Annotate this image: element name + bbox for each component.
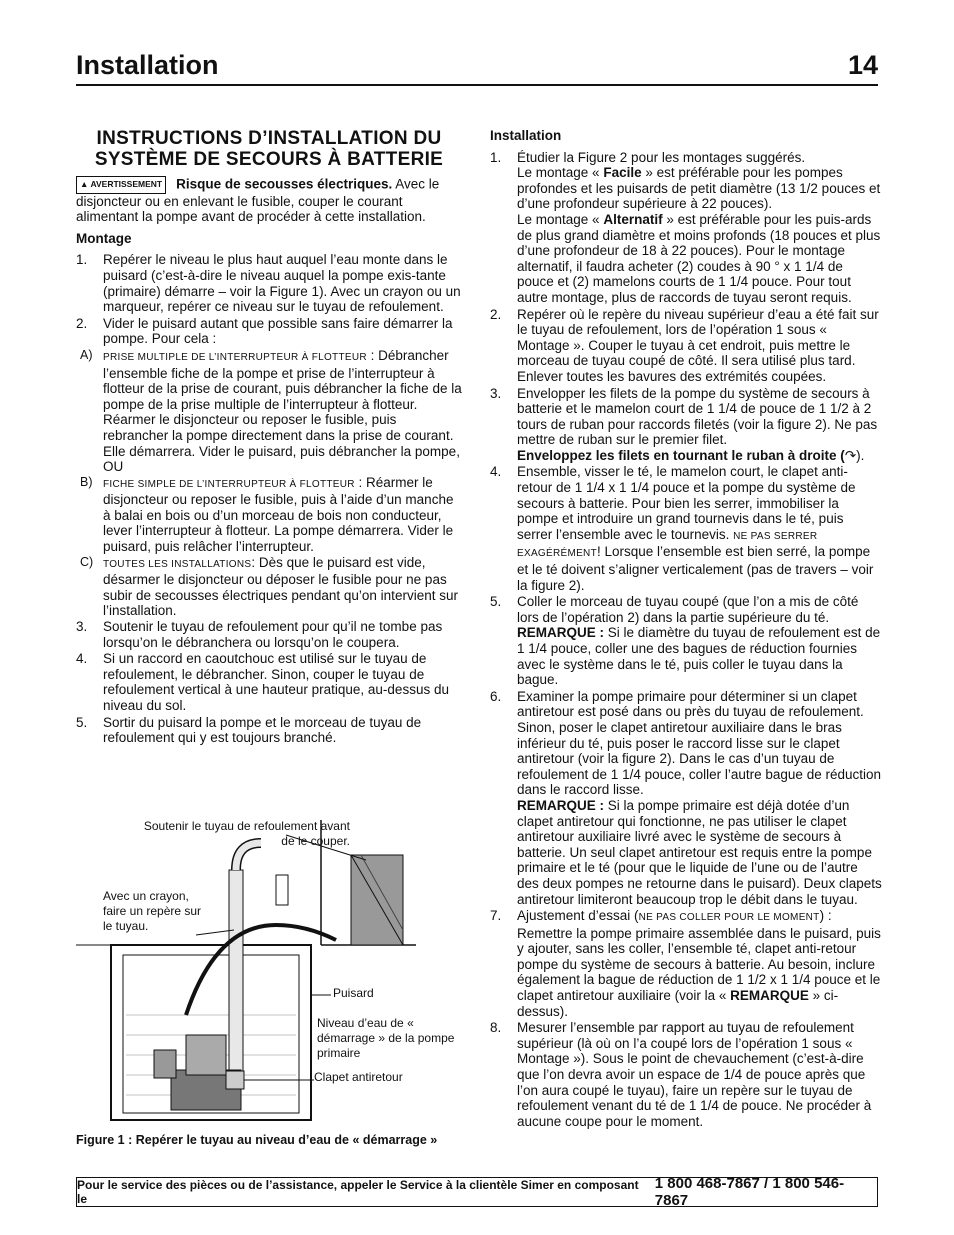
warning-badge: ▲ AVERTISSEMENT (76, 176, 166, 194)
right-column (490, 128, 882, 1130)
clockwise-arrow-icon: ↷ (844, 447, 857, 463)
label-puisard: Puisard (333, 986, 374, 1000)
footer-bar (76, 1177, 878, 1207)
list-item: 1. Repérer le niveau le plus haut auquel l’eau monte dans le puisard (c’est-à-dire le niveau auquel la pompe exis-tante (primaire) démarre – voir la Figure 1). Avec un crayon ou un marqueur, repérer ce niveau sur le tuyau de refoulement. (76, 252, 461, 315)
label-clapet: Clapet antiretour (314, 1070, 403, 1084)
list-item: 3. Soutenir le tuyau de refoulement pour qu’il ne tombe pas lorsqu’on le débranchera ou lorsqu’on le coupera. (76, 619, 443, 650)
list-item: 5. Coller le morceau de tuyau coupé (que l’on a mis de côté lors de l’opération 2) dans la partie supérieure du té. REMARQUE : Si le diamètre du tuyau de refoulement est de 1 1/4 pouce, coller une des bagues de réduction fournies avec le système dans le té, puis coller le tuyau dans la bague. (490, 594, 881, 688)
page-number: 14 (847, 50, 878, 80)
warning-paragraph: ▲ AVERTISSEMENT Risque de secousses électriques. Avec le disjoncteur ou en enlevant le fusible, couper le courant alimentant la pompe avant de procéder à cette installation. (76, 176, 440, 225)
page-title: Installation (76, 50, 219, 80)
sump-pump-illustration (76, 815, 476, 1135)
list-item: 7. Ajustement d’essai (NE PAS COLLER POUR LE MOMENT) : Remettre la pompe primaire assemblée dans le puisard, puis y ajouter, sans les coller, l’ensemble té, clapet anti-retour pompe du système de secours à batterie. Au besoin, inclure également la bague de réduction de 1 1/2 x 1 1/4 pouce et le clapet antiretour auxiliaire (voir la « REMARQUE » ci-dessus). (490, 908, 881, 1019)
figure-1 (76, 815, 476, 1145)
figure-caption: Figure 1 : Repérer le tuyau au niveau d’eau de « démarrage » (76, 1133, 438, 1147)
footer-phone: 1 800 468-7867 / 1 800 546-7867 (654, 1175, 845, 1209)
list-item: 4. Ensemble, visser le té, le mamelon court, le clapet anti-retour de 1 1/4 x 1 1/4 pouce et la pompe du système de secours à batterie. Pour bien les serrer, immobiliser la pompe et introduire un grand tournevis dans le té, puis serrer l’ensemble avec le tournevis. NE PAS SERRER EXAGÉRÉMENT! Lorsque l’ensemble est bien serré, la pompe et le té doivent s’aligner verticalement (pas de travers – voir la figure 2). (490, 464, 874, 593)
list-item: 2. Repérer où le repère du niveau supérieur d’eau a été fait sur le tuyau de refoulement, lors de l’opération 1 sous « Montage ». Couper le tuyau à cet endroit, puis mettre le morceau de tuyau coupé de côté. Il sera utilisé plus tard. Enlever toutes les bavures des extrémités coupées. (490, 306, 879, 384)
warning-icon: ▲ (80, 179, 89, 189)
section-heading: INSTRUCTIONS D’INSTALLATION DU SYSTÈME DE SECOURS À BATTERIE (94, 128, 444, 170)
label-niveau: Niveau d’eau de « démarrage » de la pompe primaire (317, 1016, 455, 1060)
page-header (76, 50, 878, 86)
montage-title: Montage (76, 230, 132, 246)
list-item: 4. Si un raccord en caoutchouc est utilisé sur le tuyau de refoulement, le débrancher. Sinon, couper le tuyau de refoulement vertical à une hauteur pratique, au-dessus du niveau du sol. (76, 651, 449, 713)
label-crayon: Avec un crayon, faire un repère sur le tuyau. (103, 889, 202, 933)
list-item: 8. Mesurer l’ensemble par rapport au tuyau de refoulement supérieur (là où on l’a coupé lors de l’opération 1 sous « Montage »). Sous le point de chevauchement (c’est-à-dire que l’on devra avoir un espace de 1/4 de pouce après que l’on aura coupé le tuyau), faire un repère sur le tuyau de refoulement venant du té de 1 1/4 de pouce. Ne procéder à aucune coupe pour le moment. (490, 1020, 872, 1129)
sub-list-item: A) PRISE MULTIPLE DE L’INTERRUPTEUR À FLOTTEUR : Débrancher l’ensemble fiche de la pompe et prise de l’interrupteur à flotteur de la prise de courant, puis débrancher la fiche de la pompe de la prise multiple de l’interrupteur à flotteur. Réarmer le disjoncteur ou reposer le fusible, puis rebrancher la pompe directement dans la prise de courant. Elle démarrera. Vider le puisard, puis débrancher la pompe, OU (80, 347, 462, 475)
list-item: 6. Examiner la pompe primaire pour déterminer si un clapet antiretour est posé dans ou près du tuyau de refoulement. Sinon, poser le clapet antiretour auxiliaire dans le bras inférieur du té, puis poser le raccord lisse sur le clapet antiretour (voir la figure 2). Dans le cas d’un tuyau de refoulement de 1 1/4 pouce, coller l’autre bague de réduction dans le raccord lisse. REMARQUE : Si la pompe primaire est déjà dotée d’un clapet antiretour qui fonctionne, ne pas utiliser le clapet antiretour auxiliaire livré avec le système de secours à batterie. Un seul clapet antiretour est requis entre la pompe primaire et le té (pour que le liquide de l’une ou de l’autre des deux pompes ne retourne dans le puisard). Deux clapets antiretour limiteront beaucoup trop le débit dans le tuyau. (490, 688, 882, 907)
label-support: Soutenir le tuyau de refoulement avant de le couper. (143, 819, 350, 848)
sub-list-item: B) FICHE SIMPLE DE L’INTERRUPTEUR À FLOTTEUR : Réarmer le disjoncteur ou reposer le fusible, puis à l’aide d’un manche à balai en bois ou d’un morceau de bois non conducteur, lever l’interrupteur à flotteur. La pompe démarrera. Vider le puisard, puis relâcher l’interrupteur. (80, 474, 454, 555)
footer-text: Pour le service des pièces ou de l’assistance, appeler le Service à la clientèle Simer en composant le (77, 1178, 639, 1206)
list-item: 3. Envelopper les filets de la pompe du système de secours à batterie et le mamelon court de 1 1/4 de pouce de 1 1/2 à 2 tours de ruban pour raccords filetés (voir la figure 2). Ne pas mettre de ruban sur le premier filet. Enveloppez les filets en tournant le ruban à droite (↷). (490, 385, 878, 463)
list-item: 1. Étudier la Figure 2 pour les montages suggérés. Le montage « Facile » est préférable pour les pompes profondes et les puisards de petit diamètre (13 1/2 pouces et d’une profondeur supérieure à 22 pouces). Le montage « Alternatif » est préférable pour les puis-ards de plus grand diamètre et moins profonds (18 pouces et plus d’une profondeur de 18 à 22 pouces). Pour le montage alternatif, il faudra acheter (2) coudes à 90 ° x 1 1/4 de pouce et (2) mamelons courts de 1 1/4 pouce. Pour tout autre montage, plus de raccords de tuyau seront requis. (490, 149, 881, 305)
list-item: 2. Vider le puisard autant que possible sans faire démarrer la pompe. Pour cela : (76, 315, 453, 347)
installation-title: Installation (490, 128, 562, 143)
left-column (76, 128, 462, 747)
sub-list-item: C) TOUTES LES INSTALLATIONS: Dès que le puisard est vide, désarmer le disjoncteur ou déposer le fusible pour ne pas subir de secousses électriques pendant qu’on intervient sur l’installation. (80, 554, 458, 619)
list-item: 5. Sortir du puisard la pompe et le morceau de tuyau de refoulement qui y est toujours branché. (76, 714, 422, 746)
